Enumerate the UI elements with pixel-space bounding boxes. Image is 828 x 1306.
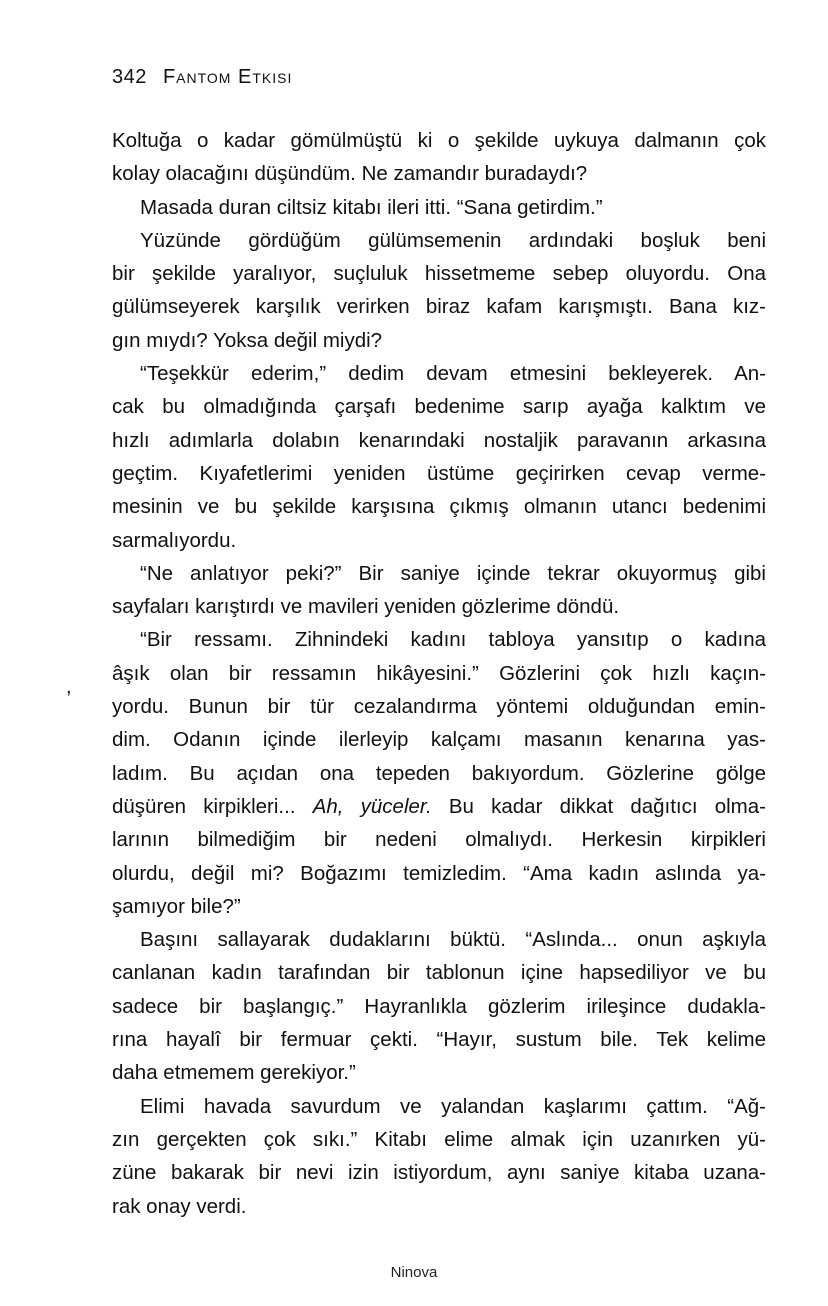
text-line: cak bu olmadığında çarşafı bedenime sarıp ayağa kalktım ve xyxy=(112,395,766,419)
text-line: kolay olacağını düşündüm. Ne zamandır buradaydı? xyxy=(112,162,588,186)
text-line: züne bakarak bir nevi izin istiyordum, aynı saniye kitaba uzana- xyxy=(112,1161,766,1185)
text-line: canlanan kadın tarafından bir tablonun içine hapsediliyor ve bu xyxy=(112,961,766,985)
text-line: olurdu, değil mi? Boğazımı temizledim. “Ama kadın aslında ya- xyxy=(112,861,766,885)
text-line xyxy=(112,790,766,823)
text-line: şamıyor bile?” xyxy=(112,894,241,918)
text-line: Koltuğa o kadar gömülmüştü ki o şekilde uykuya dalmanın çok xyxy=(112,129,766,152)
text-line: rak onay verdi. xyxy=(112,1194,247,1218)
text-line: geçtim. Kıyafetlerimi yeniden üstüme geçirirken cevap verme- xyxy=(112,461,766,485)
text-line: daha etmemem gerekiyor.” xyxy=(112,1061,356,1085)
page-number: 342 xyxy=(112,66,147,88)
text-line: larının bilmediğim bir nedeni olmalıydı. Herkesin kirpikleri xyxy=(112,828,766,852)
book-title: Fantom Etkisi xyxy=(162,66,293,88)
margin-mark: , xyxy=(66,676,72,698)
text-line: sarmalıyordu. xyxy=(112,528,237,552)
text-line: bir şekilde yaralıyor, suçluluk hissetmeme sebep oluyordu. Ona xyxy=(112,262,766,286)
text-line: gın mıydı? Yoksa değil miydi? xyxy=(112,328,383,352)
text-line: dim. Odanın içinde ilerleyip kalçamı masanın kenarına yas- xyxy=(112,728,766,752)
text-segment: düşüren kirpikleri... xyxy=(112,794,313,818)
italic-phrase: Ah, yüceler. xyxy=(312,794,432,818)
text-line: yordu. Bunun bir tür cezalandırma yöntemi olduğundan emin- xyxy=(112,695,766,719)
text-line: sadece bir başlangıç.” Hayranlıkla gözlerim irileşince dudakla- xyxy=(112,994,766,1018)
text-line: gülümseyerek karşılık verirken biraz kafam karışmıştı. Bana kız- xyxy=(112,295,766,319)
text-line: Başını sallayarak dudaklarını büktü. “Aslında... onun aşkıyla xyxy=(140,928,766,952)
text-line: sayfaları karıştırdı ve mavileri yeniden gözlerime döndü. xyxy=(112,595,620,619)
text-line: Elimi havada savurdum ve yalandan kaşlarımı çattım. “Ağ- xyxy=(140,1094,766,1118)
text-line: mesinin ve bu şekilde karşısına çıkmış olmanın utancı bedenimi xyxy=(112,495,766,519)
text-line: rına hayalî bir fermuar çekti. “Hayır, sustum bile. Tek kelime xyxy=(112,1028,766,1052)
text-line: “Ne anlatıyor peki?” Bir saniye içinde tekrar okuyormuş gibi xyxy=(140,561,766,585)
text-segment: Bu kadar dikkat dağıtıcı olma- xyxy=(431,794,766,818)
footer-publisher: Ninova xyxy=(390,1264,438,1281)
text-line: ladım. Bu açıdan ona tepeden bakıyordum. Gözlerine gölge xyxy=(112,761,766,785)
text-line: “Bir ressamı. Zihnindeki kadını tabloya yansıtıp o kadına xyxy=(140,628,766,652)
text-line: Yüzünde gördüğüm gülümsemenin ardındaki boşluk beni xyxy=(140,228,766,252)
text-line: zın gerçekten çok sıkı.” Kitabı elime almak için uzanırken yü- xyxy=(112,1127,766,1151)
running-header xyxy=(112,66,292,89)
text-line: hızlı adımlarla dolabın kenarındaki nostaljik paravanın arkasına xyxy=(112,428,766,452)
text-line: “Teşekkür ederim,” dedim devam etmesini bekleyerek. An- xyxy=(140,362,766,386)
page-body xyxy=(112,124,766,1223)
text-line: âşık olan bir ressamın hikâyesini.” Gözlerini çok hızlı kaçın- xyxy=(112,661,766,685)
text-line: Masada duran ciltsiz kitabı ileri itti. “Sana getirdim.” xyxy=(140,195,603,219)
